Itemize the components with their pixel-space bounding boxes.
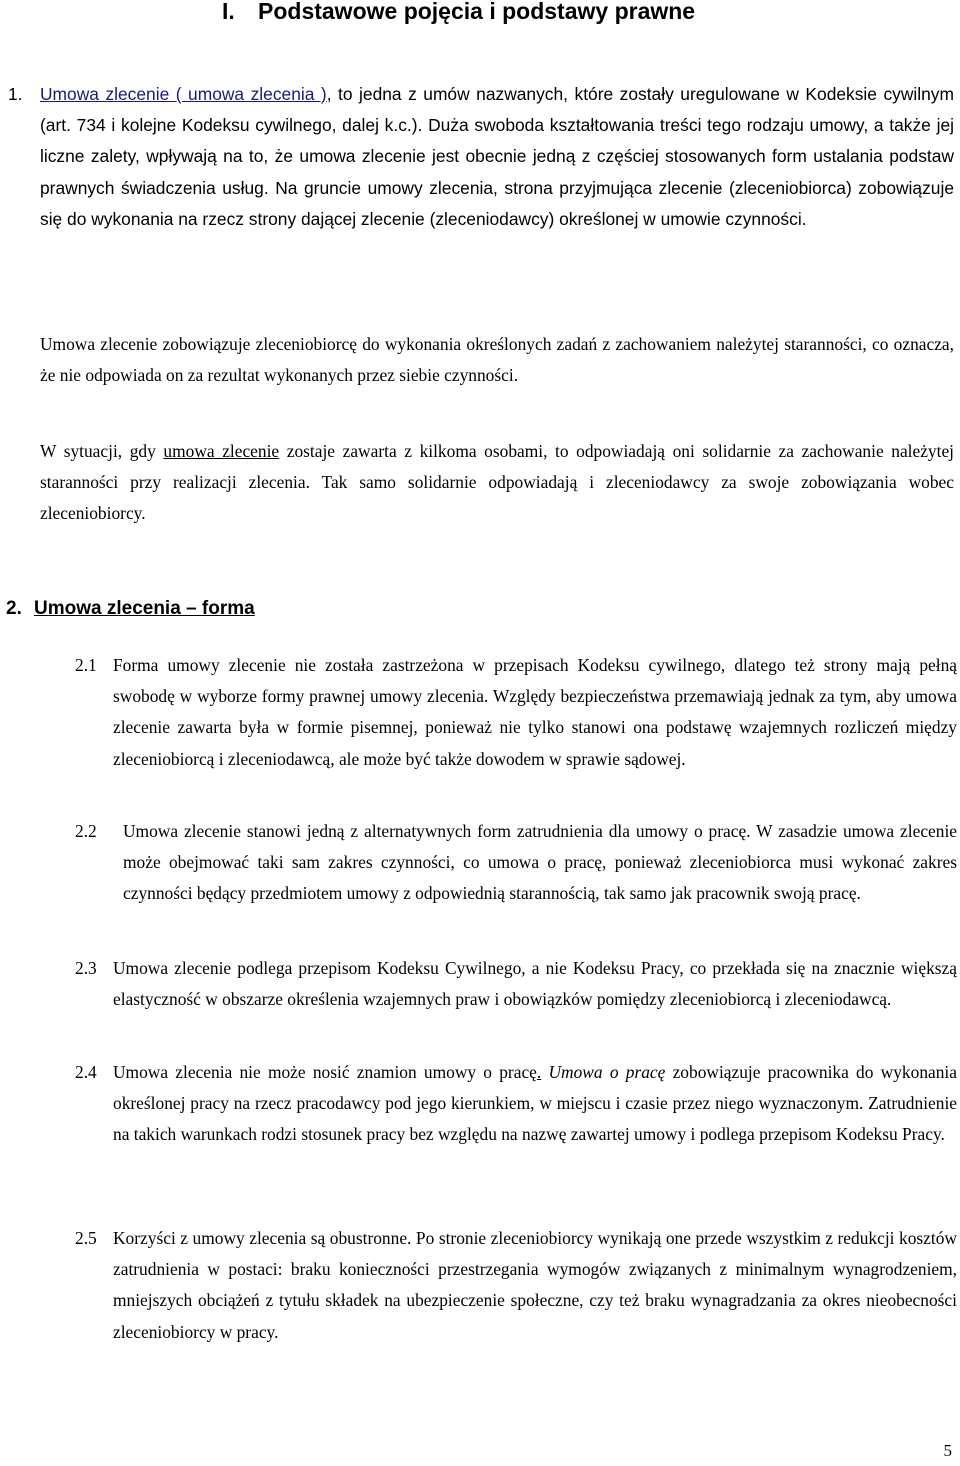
section1-number: 1. bbox=[8, 84, 23, 104]
subsection-2-4-dot: . bbox=[536, 1062, 542, 1082]
section2-heading bbox=[6, 594, 255, 624]
chapter-number: I. bbox=[222, 0, 235, 24]
subsection-2-4-text-b: zobowiązuje pracownika do wykonania określonej pracy na rzecz pracodawcy pod jego kierunkiem, w miejscu i czasie przez niego wyznaczonym. Zatrudnienie na takich warunkach rodzi stosunek pracy bez względu na nazwę zawartej umowy i podlega przepisom Kodeksu Pracy. bbox=[113, 1062, 957, 1145]
subsection-2-4-italic: Umowa o pracę bbox=[541, 1062, 666, 1082]
subsection-text: Korzyści z umowy zlecenia są obustronne. Po stronie zleceniobiorcy wynikają one przede wszystkim z redukcji kosztów zatrudnienia w postaci: braku konieczności przestrzegania wymogów związanych z minimalnym wynagrodzeniem, mniejszych obciążeń z tytułu składek na ubezpieczenie społeczne, czy też braku wynagradzania za okres nieobecności zleceniobiorcy w pracy. bbox=[113, 1228, 957, 1342]
subsection-label: 2.5 bbox=[75, 1228, 97, 1248]
section1-paragraph-2: Umowa zlecenie zobowiązuje zleceniobiorcę do wykonania określonych zadań z zachowaniem należytej staranności, co oznacza, że nie odpowiada on za rezultat wykonanych przez siebie czynności. bbox=[40, 334, 954, 386]
section2-title: Umowa zlecenia – forma bbox=[34, 598, 255, 619]
subsection-text: Forma umowy zlecenie nie została zastrzeżona w przepisach Kodeksu cywilnego, dlatego też strony mają pełną swobodę w wyborze formy prawnej umowy zlecenia. Względy bezpieczeństwa przemawiają jednak za tym, aby umowa zlecenie zawarta była w formie pisemnej, ponieważ nie tylko stanowi ona podstawę wzajemnych rozliczeń między zleceniobiorcą i zleceniodawcą, ale może być także dowodem w sprawie sądowej. bbox=[113, 655, 957, 769]
section1-paragraph-1 bbox=[40, 79, 954, 235]
subsection-2-3 bbox=[75, 953, 957, 1015]
section2-number: 2. bbox=[6, 598, 22, 619]
section1-p1-end: Na gruncie umowy zlecenia, strona przyjmująca zlecenie (zleceniobiorca) zobowiązuje się do wykonania na rzecz strony dającej zlecenie (zleceniodawcy) określonej w umowie czynności. bbox=[40, 177, 954, 229]
page-number: 5 bbox=[943, 1441, 952, 1460]
subsection-label: 2.2 bbox=[75, 821, 97, 841]
subsection-2-4-text-a: Umowa zlecenia nie może nosić znamion umowy o pracę bbox=[113, 1062, 537, 1082]
umowa-zlecenie-inline-link[interactable]: umowa zlecenie bbox=[163, 441, 280, 461]
chapter-title: Podstawowe pojęcia i podstawy prawne bbox=[258, 0, 696, 24]
section1-p1-rest: Duża swoboda kształtowania treści tego rodzaju umowy, a także jej liczne zalety, wpływają na to, że umowa zlecenie jest obecnie jedną z częściej stosowanych form ustalania podstaw prawnych świadczenia usług. bbox=[40, 115, 954, 198]
subsection-2-4 bbox=[75, 1057, 957, 1151]
subsection-text: Umowa zlecenie stanowi jedną z alternatywnych form zatrudnienia dla umowy o pracę. W zasadzie umowa zlecenie może obejmować taki sam zakres czynności, co umowa o pracę, ponieważ zleceniobiorca musi wykonać zakres czynności będący przedmiotem umowy z odpowiednią starannością, tak samo jak pracownik swoją pracę. bbox=[123, 821, 957, 904]
subsection-text bbox=[75, 1057, 957, 1151]
section1-paragraph-3 bbox=[40, 436, 954, 530]
subsection-2-1 bbox=[75, 650, 957, 775]
section1-lead-text: , to jedna z umów nazwanych, które zostały uregulowane w Kodeksie cywilnym (art. 734 i kolejne Kodeksu cywilnego, dalej k.c.). bbox=[40, 84, 954, 136]
section1-p3-text-b: zostaje zawarta z kilkoma osobami, to odpowiadają oni solidarnie za zachowanie należytej staranności przy realizacji zlecenia. Tak samo solidarnie odpowiadają i zleceniodawcy za swoje zobowiązania wobec zleceniobiorcy. bbox=[40, 441, 955, 524]
subsection-label: 2.1 bbox=[75, 655, 97, 675]
section1-p3-text-a: W sytuacji, gdy bbox=[40, 441, 164, 461]
umowa-zlecenie-link[interactable]: Umowa zlecenie ( umowa zlecenia ) bbox=[40, 84, 327, 104]
subsection-label: 2.3 bbox=[75, 958, 97, 978]
subsection-2-2 bbox=[75, 816, 957, 910]
subsection-text: Umowa zlecenie podlega przepisom Kodeksu Cywilnego, a nie Kodeksu Pracy, co przekłada się na znacznie większą elastyczność w obszarze określenia wzajemnych praw i obowiązków pomiędzy zleceniobiorcą i zleceniodawcą. bbox=[113, 958, 957, 1010]
chapter-heading bbox=[222, 0, 695, 26]
subsection-label: 2.4 bbox=[75, 1062, 97, 1082]
subsection-2-5 bbox=[75, 1223, 957, 1348]
